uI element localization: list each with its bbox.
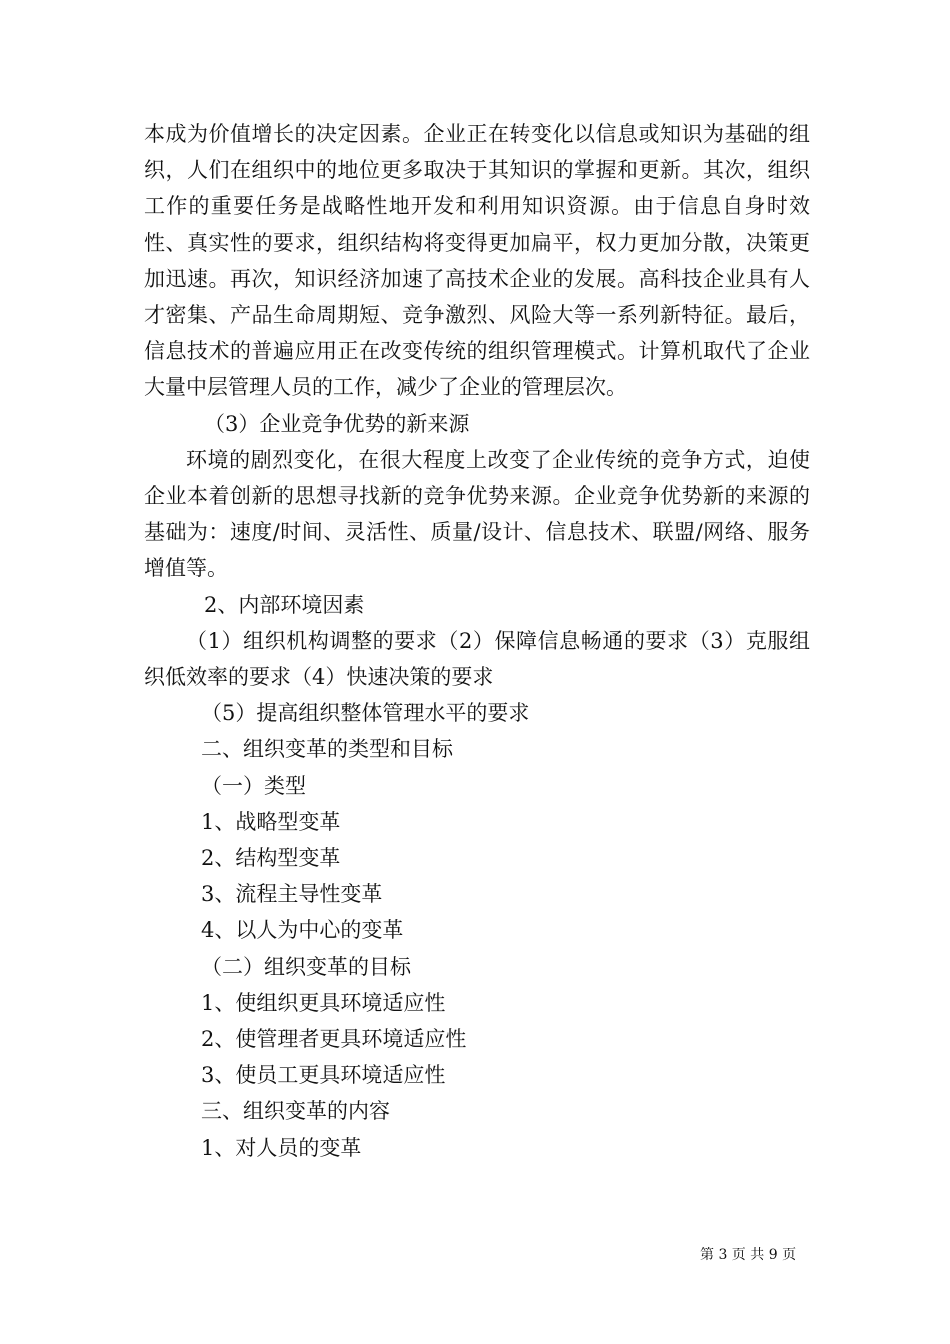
- list-item-people-change: 1、对人员的变革: [201, 1135, 362, 1160]
- document-body: [144, 116, 810, 1166]
- subheading-goals: （二）组织变革的目标: [201, 954, 411, 979]
- paragraph-knowledge-economy: 本成为价值增长的决定因素。企业正在转变化以信息或知识为基础的组织，人们在组织中的地位更多取决于其知识的掌握和更新。其次，组织工作的重要任务是战略性地开发和利用知识资源。由于信息自身时效性、真实性的要求，组织结构将变得更加扁平，权力更加分散，决策更加迅速。再次，知识经济加速了高技术企业的发展。高科技企业具有人才密集、产品生命周期短、竞争激烈、风险大等一系列新特征。最后，信息技术的普遍应用正在改变传统的组织管理模式。计算机取代了企业大量中层管理人员的工作，减少了企业的管理层次。: [144, 122, 810, 400]
- list-item-strategic: 1、战略型变革: [201, 809, 341, 834]
- list-item-people: 4、以人为中心的变革: [201, 918, 404, 943]
- list-item-process: 3、流程主导性变革: [201, 882, 383, 907]
- heading-internal-factors: 2、内部环境因素: [204, 592, 365, 617]
- subheading-types: （一）类型: [201, 773, 306, 798]
- list-item-structural: 2、结构型变革: [201, 846, 341, 871]
- heading-section-three: 三、组织变革的内容: [201, 1099, 390, 1124]
- list-item-goal-organization: 1、使组织更具环境适应性: [201, 990, 446, 1015]
- paragraph-internal-requirements: （1）组织机构调整的要求（2）保障信息畅通的要求（3）克服组织低效率的要求（4）快速决策的要求: [144, 628, 810, 690]
- list-item-goal-employees: 3、使员工更具环境适应性: [201, 1063, 446, 1088]
- paragraph-environment-change: 环境的剧烈变化，在很大程度上改变了企业传统的竞争方式，迫使企业本着创新的思想寻找新的竞争优势来源。企业竞争优势新的来源的基础为：速度/时间、灵活性、质量/设计、信息技术、联盟/网络、服务增值等。: [144, 447, 810, 581]
- subheading-competitive-advantage: （3）企业竞争优势的新来源: [204, 411, 470, 436]
- item-management-level: （5）提高组织整体管理水平的要求: [201, 701, 530, 726]
- page-number-footer: 第 3 页 共 9 页: [700, 1247, 797, 1263]
- list-item-goal-managers: 2、使管理者更具环境适应性: [201, 1027, 467, 1052]
- heading-section-two: 二、组织变革的类型和目标: [201, 737, 453, 762]
